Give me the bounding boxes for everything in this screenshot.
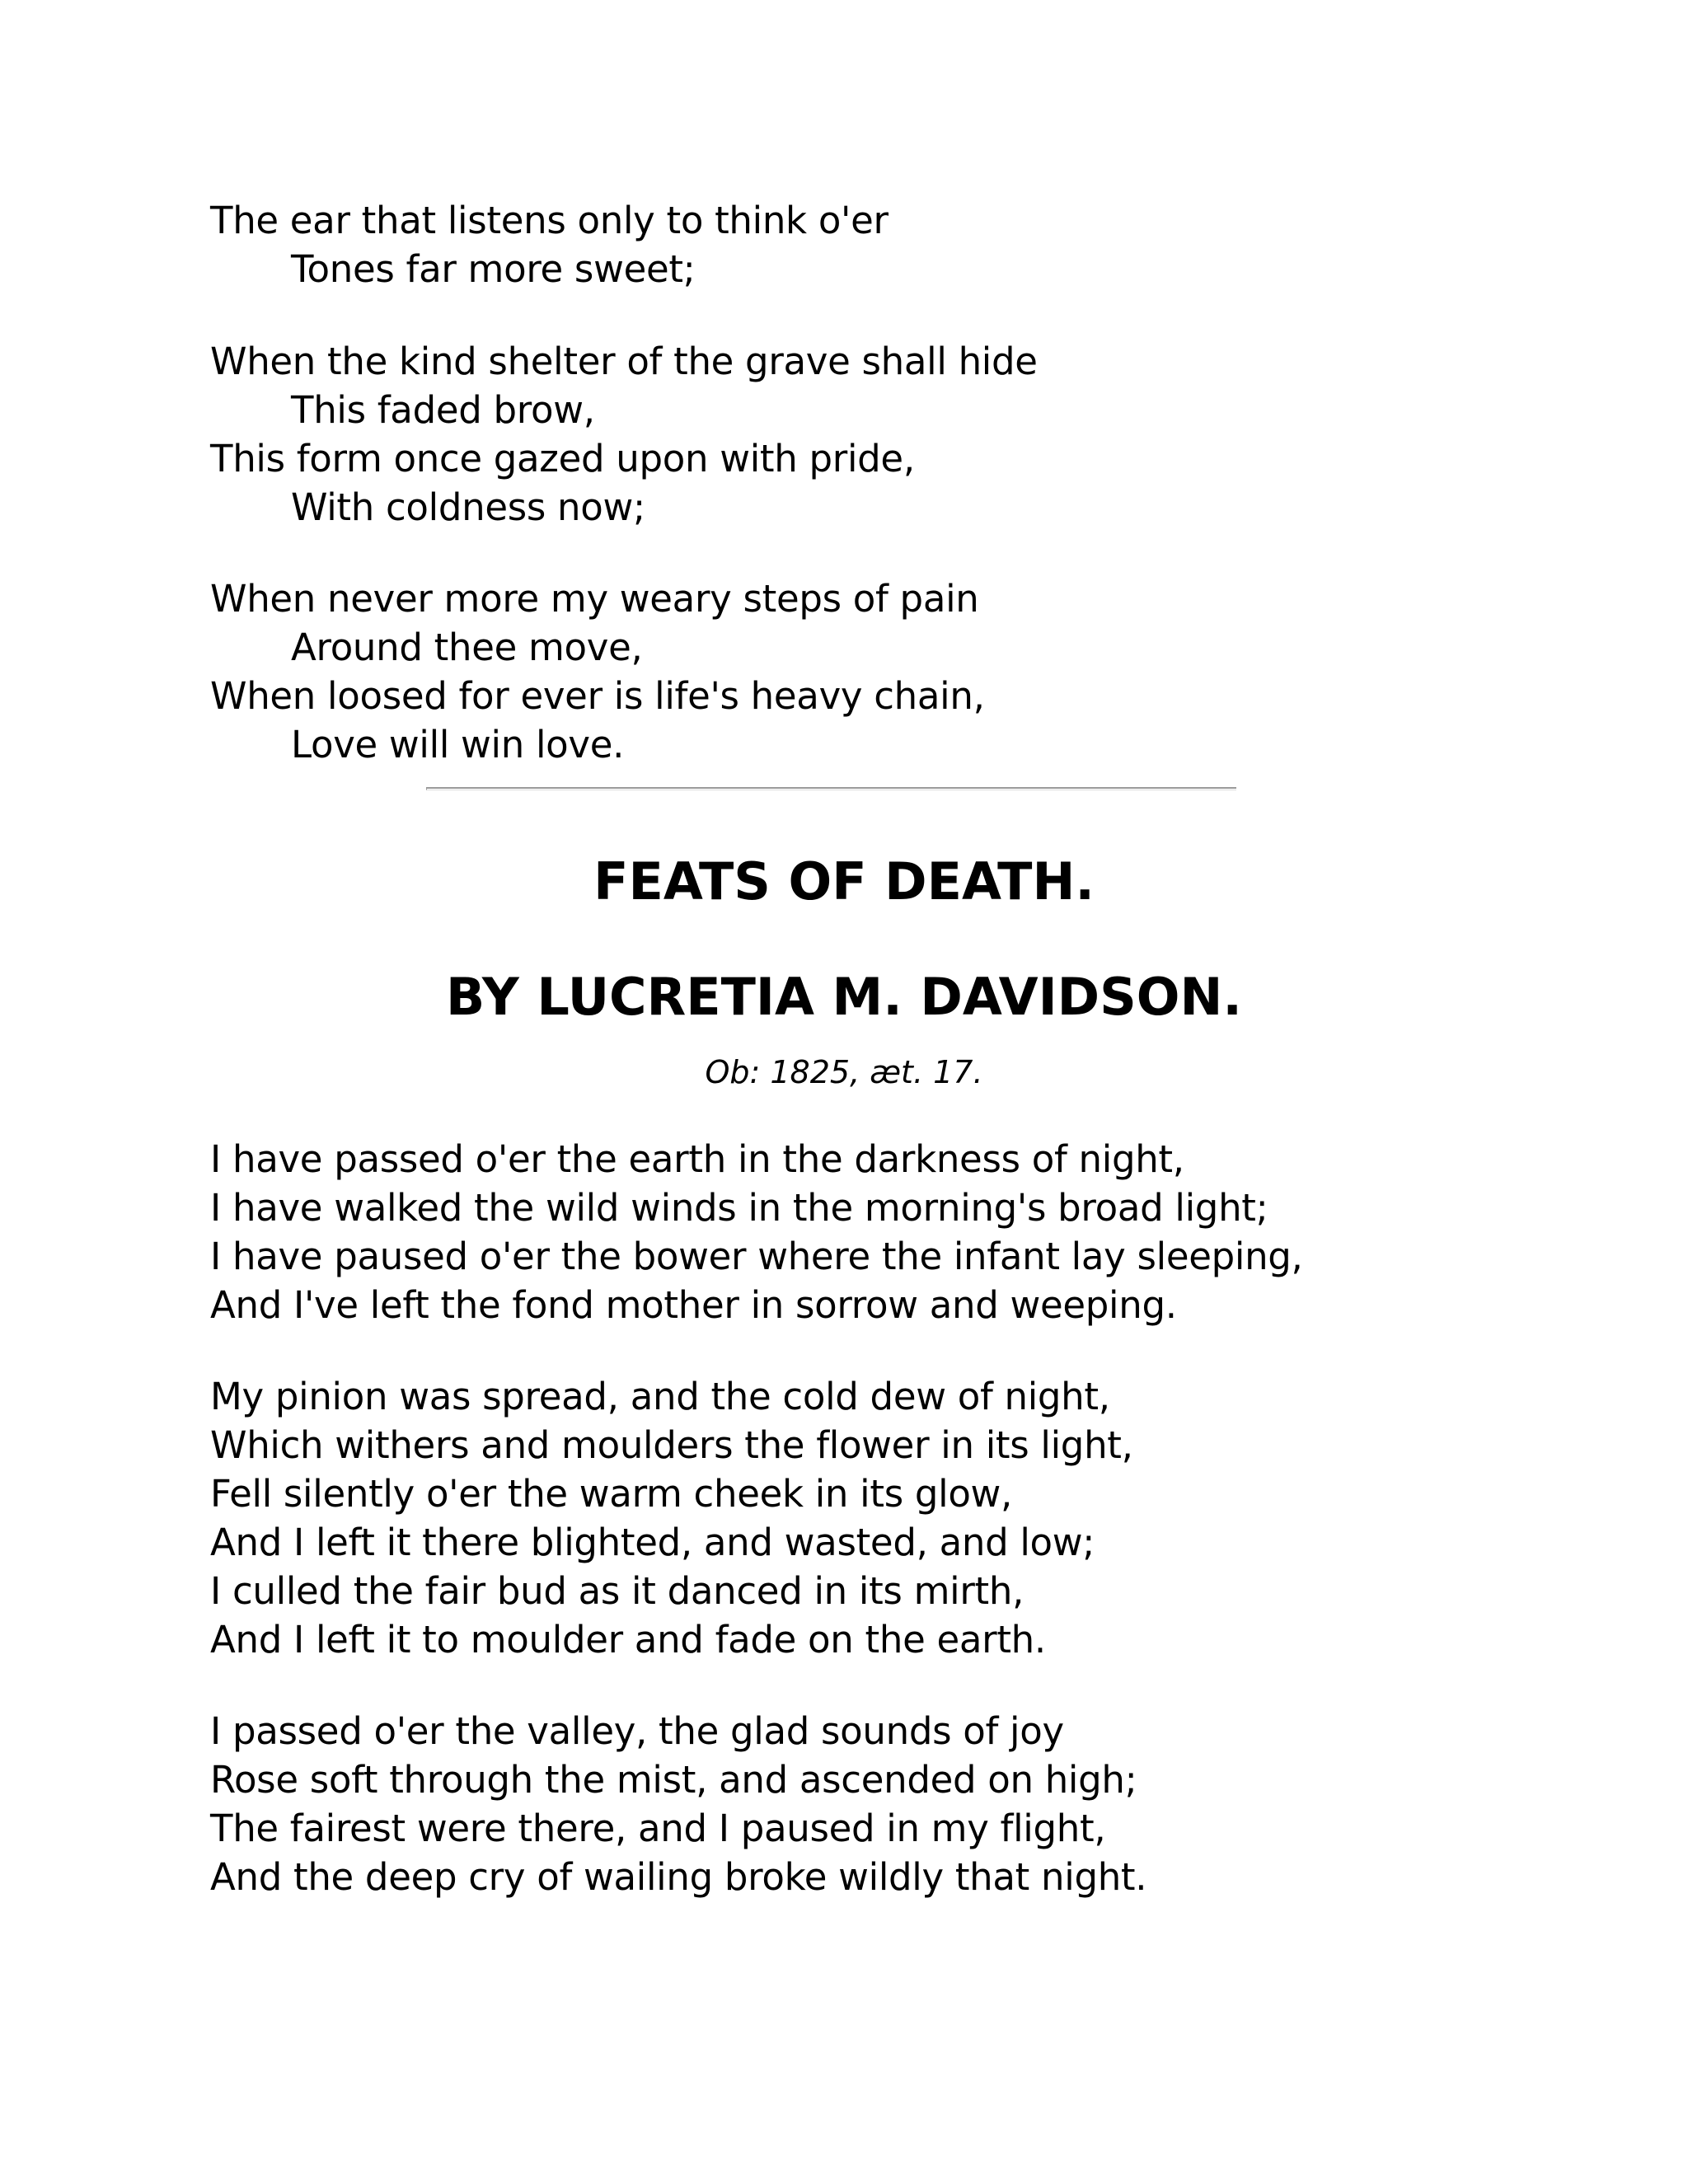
- verse-line: I culled the fair bud as it danced in its mirth,: [210, 1569, 1025, 1613]
- verse-line: I have paused o'er the bower where the infant lay sleeping,: [210, 1235, 1303, 1278]
- verse-line: I have passed o'er the earth in the darkness of night,: [210, 1137, 1184, 1181]
- horizontal-rule: [426, 787, 1236, 790]
- verse-line: This form once gazed upon with pride,: [210, 437, 915, 480]
- poem-title: FEATS OF DEATH.: [593, 851, 1095, 912]
- verse-line: And I left it there blighted, and wasted, and low;: [210, 1521, 1095, 1564]
- verse-line: And I left it to moulder and fade on the earth.: [210, 1618, 1046, 1661]
- verse-line: When the kind shelter of the grave shall hide: [210, 340, 1038, 383]
- verse-line-indented: Love will win love.: [291, 723, 625, 766]
- poem-dedication-note: Ob: 1825, æt. 17.: [705, 1054, 983, 1090]
- verse-line: The fairest were there, and I paused in my flight,: [210, 1807, 1106, 1850]
- verse-line: My pinion was spread, and the cold dew of night,: [210, 1375, 1110, 1418]
- verse-line-indented: With coldness now;: [291, 485, 645, 529]
- verse-line: And the deep cry of wailing broke wildly that night.: [210, 1855, 1147, 1899]
- verse-line: Fell silently o'er the warm cheek in its glow,: [210, 1472, 1013, 1516]
- verse-line-indented: This faded brow,: [291, 388, 595, 432]
- verse-line: The ear that listens only to think o'er: [210, 199, 889, 242]
- verse-line: When never more my weary steps of pain: [210, 577, 979, 621]
- verse-line-indented: Tones far more sweet;: [291, 247, 696, 291]
- verse-line: And I've left the fond mother in sorrow and weeping.: [210, 1283, 1177, 1327]
- verse-line: I have walked the wild winds in the morning's broad light;: [210, 1186, 1268, 1230]
- verse-line: I passed o'er the valley, the glad sounds of joy: [210, 1709, 1064, 1753]
- poem-author: BY LUCRETIA M. DAVIDSON.: [446, 967, 1242, 1027]
- verse-line: When loosed for ever is life's heavy chain,: [210, 674, 985, 718]
- verse-line: Rose soft through the mist, and ascended on high;: [210, 1758, 1137, 1802]
- verse-line: Which withers and moulders the flower in its light,: [210, 1423, 1133, 1467]
- verse-line-indented: Around thee move,: [291, 626, 643, 669]
